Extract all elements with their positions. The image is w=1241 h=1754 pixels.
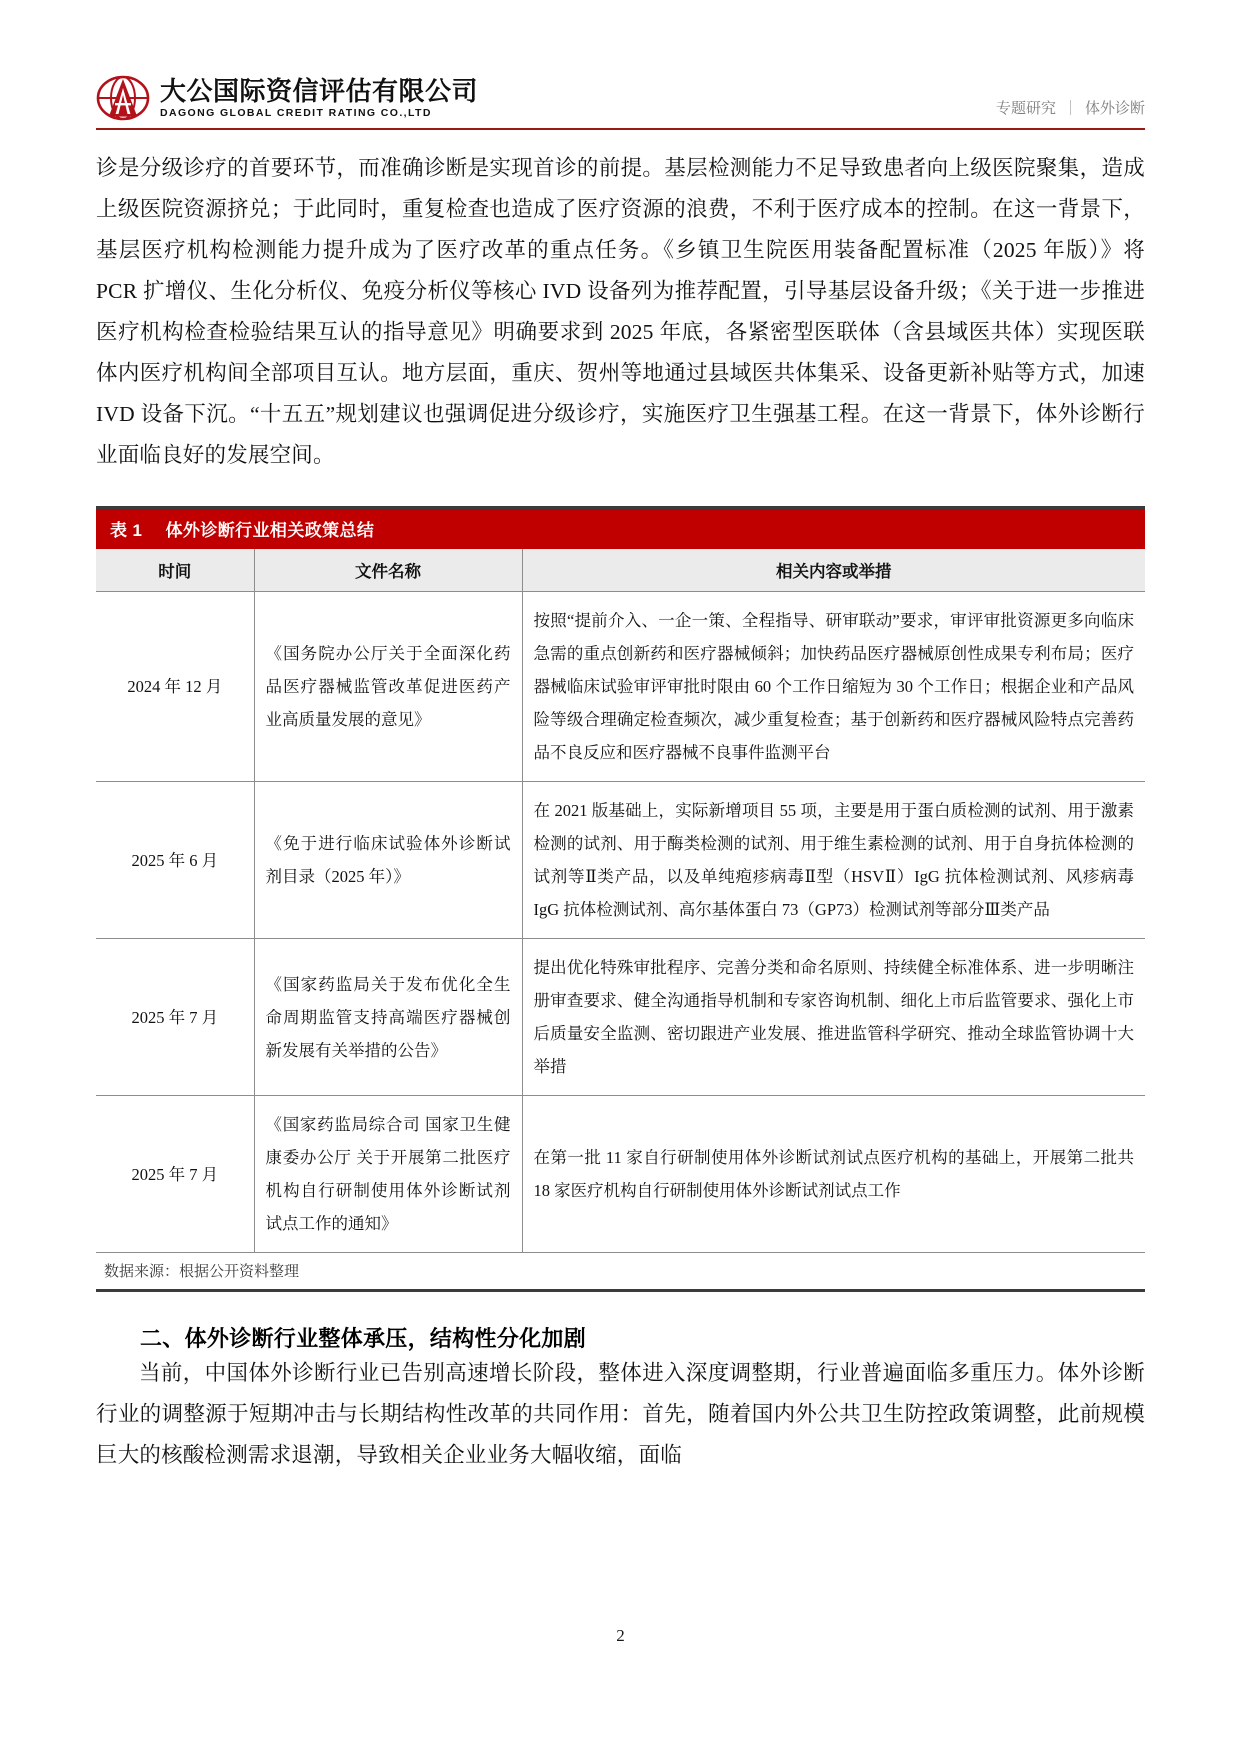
page-number: 2	[616, 1626, 625, 1645]
company-name-block	[160, 75, 479, 119]
table-header-row-group	[96, 549, 1145, 592]
table-row	[96, 592, 1145, 782]
table-row	[96, 939, 1145, 1096]
cell-time: 2025 年 7 月	[96, 939, 254, 1096]
company-brand	[96, 74, 478, 122]
policy-summary-table	[96, 549, 1145, 1253]
cell-document: 《国家药监局关于发布优化全生命周期监管支持高端医疗器械创新发展有关举措的公告》	[254, 939, 522, 1096]
table-caption-number: 表 1	[110, 521, 143, 540]
table-caption-text: 体外诊断行业相关政策总结	[165, 521, 375, 540]
header-separator: ｜	[1062, 100, 1078, 117]
header-topic-primary: 专题研究	[995, 100, 1056, 117]
cell-time: 2024 年 12 月	[96, 592, 254, 782]
table-source-note: 数据来源：根据公开资料整理	[96, 1253, 1145, 1292]
paragraph-policy-background: 诊是分级诊疗的首要环节，而准确诊断是实现首诊的前提。基层检测能力不足导致患者向上级医院聚集，造成上级医院资源挤兑；于此同时，重复检查也造成了医疗资源的浪费，不利于医疗成本的控制。在这一背景下，基层医疗机构检测能力提升成为了医疗改革的重点任务。《乡镇卫生院医用装备配置标准（2025 年版）》将 PCR 扩增仪、生化分析仪、免疫分析仪等核心 IVD 设备列为推荐配置，引导基层设备升级；《关于进一步推进医疗机构检查检验结果互认的指导意见》明确要求到 2025 年底，各紧密型医联体（含县域医共体）实现医联体内医疗机构间全部项目互认。地方层面，重庆、贺州等地通过县域医共体集采、设备更新补贴等方式，加速 IVD 设备下沉。“十五五”规划建议也强调促进分级诊疗，实施医疗卫生强基工程。在这一背景下，体外诊断行业面临良好的发展空间。	[96, 156, 1145, 467]
header-topic-secondary: 体外诊断	[1084, 100, 1145, 117]
column-header-document: 文件名称	[254, 549, 522, 592]
table-body	[96, 592, 1145, 1253]
table-header-row	[96, 549, 1145, 592]
company-name-en: DAGONG GLOBAL CREDIT RATING CO.,LTD	[160, 106, 432, 119]
page-content	[96, 148, 1145, 1476]
cell-content: 按照“提前介入、一企一策、全程指导、研审联动”要求，审评审批资源更多向临床急需的重点创新药和医疗器械倾斜；加快药品医疗器械原创性成果专利布局；医疗器械临床试验审评审批时限由 60 个工作日缩短为 30 个工作日；根据企业和产品风险等级合理确定检查频次，减少重复检查；基于创新药和医疗器械风险特点完善药品不良反应和医疗器械不良事件监测平台	[522, 592, 1145, 782]
section-heading: 二、体外诊断行业整体承压，结构性分化加剧	[140, 1326, 587, 1351]
cell-time: 2025 年 7 月	[96, 1096, 254, 1253]
cell-document: 《国务院办公厅关于全面深化药品医疗器械监管改革促进医药产业高质量发展的意见》	[254, 592, 522, 782]
company-name-cn: 大公国际资信评估有限公司	[160, 75, 479, 106]
cell-document: 《国家药监局综合司 国家卫生健康委办公厅 关于开展第二批医疗机构自行研制使用体外诊断试剂试点工作的通知》	[254, 1096, 522, 1253]
table-caption	[96, 506, 1145, 549]
column-header-content: 相关内容或举措	[522, 549, 1145, 592]
column-header-time: 时间	[96, 549, 254, 592]
cell-document: 《免于进行临床试验体外诊断试剂目录（2025 年）》	[254, 782, 522, 939]
cell-content: 提出优化特殊审批程序、完善分类和命名原则、持续健全标准体系、进一步明晰注册审查要求、健全沟通指导机制和专家咨询机制、细化上市后监管要求、强化上市后质量安全监测、密切跟进产业发展、推进监管科学研究、推动全球监管协调十大举措	[522, 939, 1145, 1096]
dagong-logo-icon	[96, 74, 150, 122]
table-row	[96, 1096, 1145, 1253]
policy-table	[96, 506, 1145, 1292]
header-breadcrumb	[996, 97, 1145, 122]
cell-content: 在第一批 11 家自行研制使用体外诊断试剂试点医疗机构的基础上，开展第二批共 18 家医疗机构自行研制使用体外诊断试剂试点工作	[522, 1096, 1145, 1253]
page-header	[96, 58, 1145, 130]
paragraph-industry-pressure: 当前，中国体外诊断行业已告别高速增长阶段，整体进入深度调整期，行业普遍面临多重压力。体外诊断行业的调整源于短期冲击与长期结构性改革的共同作用：首先，随着国内外公共卫生防控政策调整，此前规模巨大的核酸检测需求退潮，导致相关企业业务大幅收缩，面临	[96, 1361, 1145, 1467]
table-row	[96, 782, 1145, 939]
cell-content: 在 2021 版基础上，实际新增项目 55 项，主要是用于蛋白质检测的试剂、用于激素检测的试剂、用于酶类检测的试剂、用于维生素检测的试剂、用于自身抗体检测的试剂等Ⅱ类产品，以及单纯疱疹病毒Ⅱ型（HSVⅡ）IgG 抗体检测试剂、风疹病毒 IgG 抗体检测试剂、高尔基体蛋白 73（GP73）检测试剂等部分Ⅲ类产品	[522, 782, 1145, 939]
cell-time: 2025 年 6 月	[96, 782, 254, 939]
